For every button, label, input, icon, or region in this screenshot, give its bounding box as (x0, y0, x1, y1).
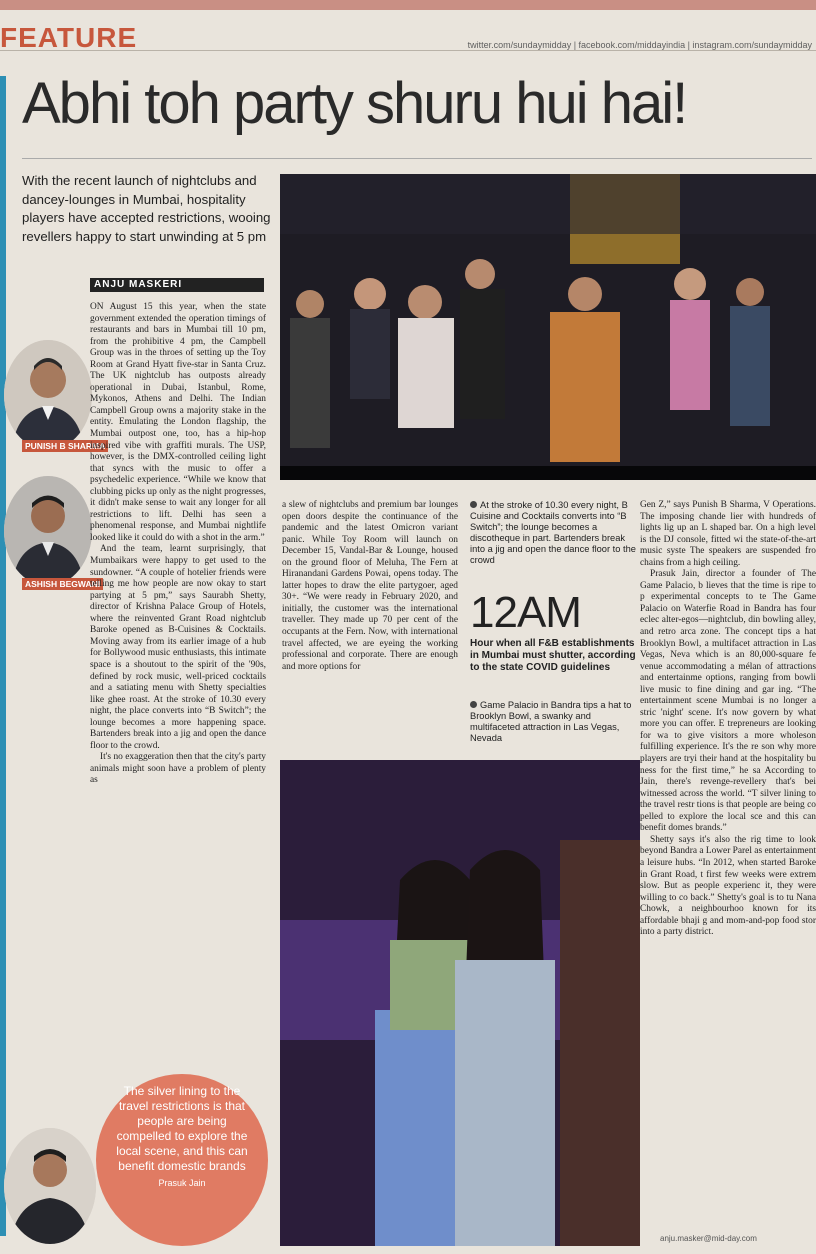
body-paragraph: Prasuk Jain, director a founder of The Game Palacio, b lieves that the time is ripe to p experimental concepts to te The Game Palacio on Waterfie Road in Bandra has four eclec alter-egos—nightclub, din bowling alley, and retro arca zone. The concept tips a hat Brooklyn Bowl, a multifacet attraction in Las Vegas, Neva which is an 80,000-square fe venue accommodating a mélan of attractions and entertainme options, ranging from bowli live music to fine dining and gar ing. “The entertainment scene Mumbai is no longer a stric 'night' scene. It's now govern by what more you can offer. E trepreneurs are looking for wa to give visitors a more wholeson fulfilling experience. It's the re son why more players are tryi their hand at the hospitality bu ness for the first time,” he sa According to Jain, there's revenge-revellery that's bei witnessed across the world. “T silver lining to the travel restr tions is that people are being co pelled to explore the local sce and this can benefit domes brands.” (640, 569, 816, 834)
article-column-1 (90, 302, 266, 787)
person-silhouette-icon (4, 340, 92, 450)
portrait-name-tag: ASHISH BEGWANI (22, 578, 103, 590)
headline: Abhi toh party shuru hui hai! (22, 71, 687, 136)
body-paragraph: ON August 15 this year, when the state government extended the operation timings of restaurants and bars in Mumbai till 10 pm, from the prohibitive 4 pm, the Campbell Group was in the throes of setting up the Toy Room at Grand Hyatt five-star in Santa Cruz. The UK nightclub has outposts already operational in Dubai, Istanbul, Rome, Mykonos, Athens and Delhi. The Indian Campbell Group owns a majority stake in the entity. Emulating the London flagship, the Mumbai outpost one, too, has a hip-hop inspired vibe with graffiti murals. The USP, however, is the DMX-controlled ceiling light that syncs with the music to offer a psychedelic experience. “While we know that clubbing picks up only as the night progresses, it didn't make sense to wait any longer for all restrictions to lift. Delhi has seen a phenomenal response, and Mumbai nightlife looked like it could do with a shot in the arm.” (90, 302, 266, 543)
caption-text: Game Palacio in Bandra tips a hat to Brooklyn Bowl, a swanky and multifaceted attraction in Las Vegas, Nevada (470, 700, 632, 743)
portrait-ashish-begwani (4, 476, 92, 586)
left-margin-rule (0, 76, 6, 1236)
body-paragraph: Shetty says it's also the rig time to look beyond Bandra a Lower Parel as entertainment a leisure hubs. “In 2012, when started Baroke in Grant Road, t first few weeks were extrem slow. But as people experienc it, they were willing to co back.” Shetty's goal is to tu Nana Chowk, a neighbourhoo known for its affordable bhaji g and mom-and-pop food stor into a party district. (640, 834, 816, 938)
social-links: twitter.com/sundaymidday | facebook.com/middayindia | instagram.com/sundaymidday (467, 40, 812, 50)
pull-quote (96, 1074, 268, 1246)
game-palacio-photo (280, 760, 640, 1246)
person-silhouette-icon (4, 1128, 96, 1244)
video-progress-bar (280, 466, 816, 480)
author-email: anju.masker@mid-day.com (660, 1234, 757, 1243)
article-column-2 (282, 500, 458, 673)
crowd-illustration (280, 174, 816, 480)
body-paragraph: And the team, learnt surprisingly, that Mumbaikars were happy to get used to the sundowner. “A couple of hotelier friends were telling me how people are now okay to start partying at 5 pm,” says Saurabh Shetty, director of Krishna Palace Group of Hotels, where the reinvented Grant Road nightclub Baroke opened as B-Cuisines & Cocktails. Moving away from its earlier image of a hub for Bollywood music enthusiasts, this intimate space is a shoutout to the spirit of the '90s, defined by rock music, well-priced cocktails and a satiating menu with Shetty specialties like ghee roast. At the stroke of 10.30 every night, the place converts into “B Switch”; the lounge becomes a more happening space. Bartenders break into a jig and open the dance floor to the crowd. (90, 544, 266, 751)
top-accent-bar (0, 0, 816, 10)
caption-bullet-icon (470, 501, 477, 508)
stat-caption: Hour when all F&B establishments in Mumbai must shutter, according to the state COVID guidelines (470, 638, 636, 673)
headline-divider (22, 158, 812, 159)
pull-quote-author: Prasuk Jain (158, 1178, 206, 1188)
article-column-4 (640, 500, 816, 939)
portrait-punish-sharma (4, 340, 92, 450)
caption-text: At the stroke of 10.30 every night, B Cuisine and Cocktails converts into “B Switch”; the lounge becomes a discotheque in part. Bartenders break into a jig and open the dance floor to the crowd (470, 500, 636, 565)
caption-bullet-icon (470, 701, 477, 708)
section-label: FEATURE (0, 22, 138, 53)
portrait-name-tag: PUNISH B SHARMA (22, 440, 108, 452)
body-paragraph: a slew of nightclubs and premium bar lounges open doors despite the continuance of the pandemic and the latest Omicron variant panic. While Toy Room will launch on December 15, Vandal-Bar & Lounge, housed on the ground floor of Meluha, The Fern at Hiranandani Gardens Powai, opens today. The latter hopes to draw the elite partygoer, aged 30+. “We were ready in February 2020, and initially, the customer was the international traveller. They made up 70 per cent of the occupants at the Fern. Now, with international travel affected, we are eyeing the working professional and corporate. There are enough and more options for (282, 500, 458, 672)
byline: ANJU MASKERI (90, 278, 264, 292)
person-silhouette-icon (4, 476, 92, 586)
photo-caption-top (470, 500, 638, 566)
nightclub-crowd-photo (280, 174, 816, 480)
two-women-illustration (280, 760, 640, 1246)
page-header (0, 10, 816, 51)
photo-caption-bottom (470, 700, 638, 744)
stat-value: 12AM (470, 588, 581, 637)
standfirst: With the recent launch of nightclubs and dancey-lounges in Mumbai, hospitality players have accepted restrictions, wooing revellers happy to start unwinding at 5 pm (22, 173, 271, 244)
body-paragraph: It's no exaggeration then that the city's party animals might soon have a problem of plenty as (90, 752, 266, 786)
pull-quote-text: The silver lining to the travel restrictions is that people are being compelled to explore the local scene, and this can benefit domestic brands (116, 1084, 248, 1173)
portrait-prasuk-jain (4, 1128, 96, 1244)
body-paragraph: Gen Z,” says Punish B Sharma, V Operations. The imposing chande lier with hundreds of lights lig up an L shaped bar. On a high level is the DJ console, fitted wi the state-of-the-art music syste The speakers are suspended fro chains from a high ceiling. (640, 500, 816, 568)
